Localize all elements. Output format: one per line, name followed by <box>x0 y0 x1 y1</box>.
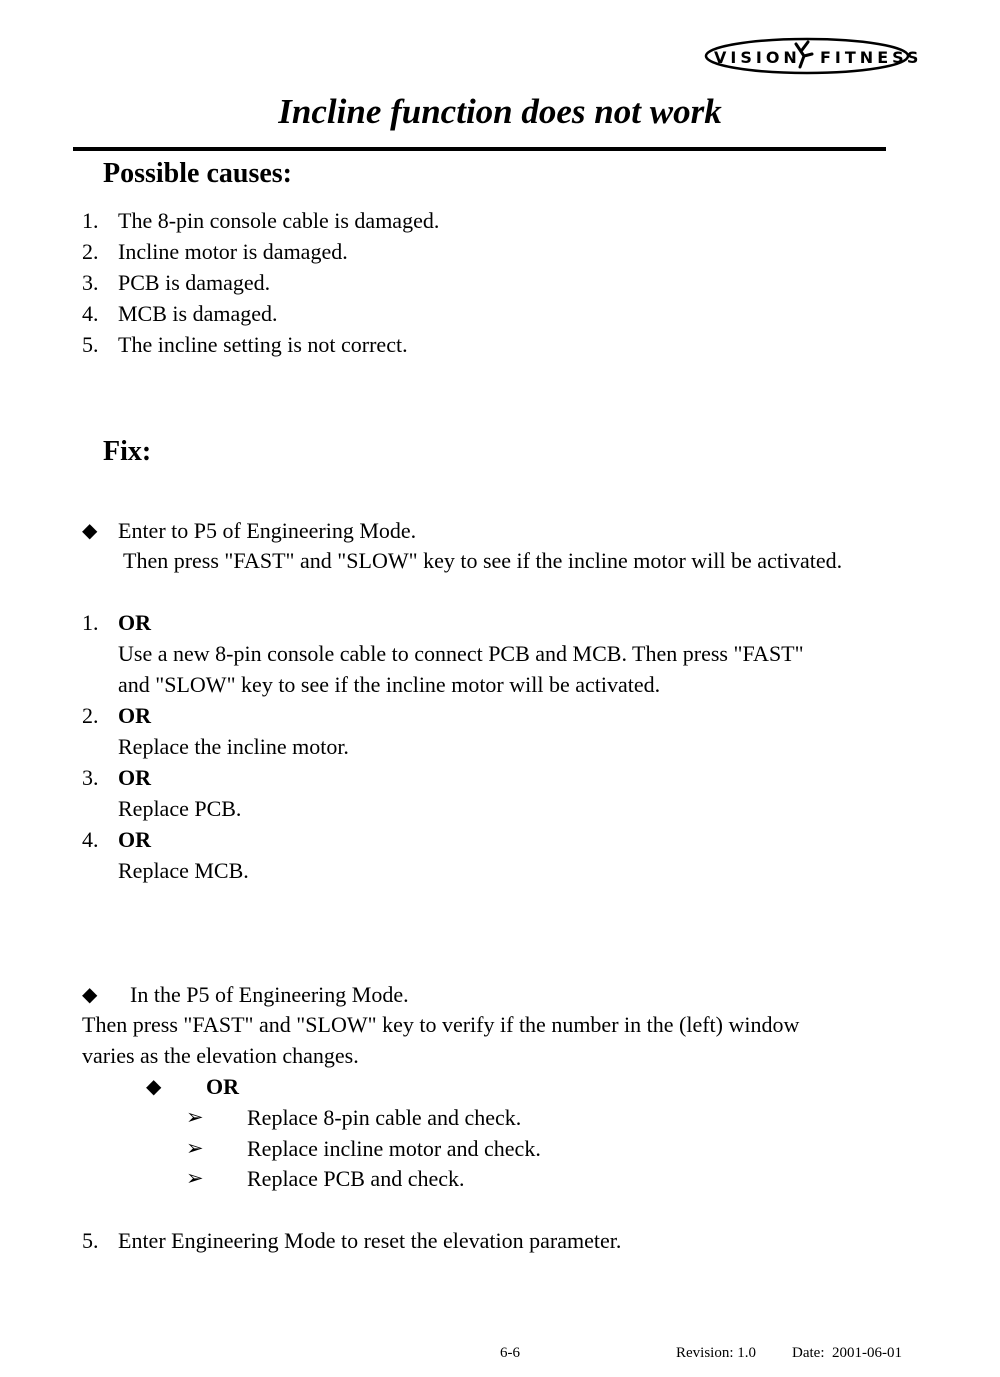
fix-bullet2-line2: Then press "FAST" and "SLOW" key to verify if the number in the (left) window <box>82 1012 800 1037</box>
date: Date: 2001-06-01 <box>792 1345 902 1361</box>
cause-text: MCB is damaged. <box>118 301 278 326</box>
sub-item-text: Replace PCB and check. <box>247 1166 465 1191</box>
cause-num: 3. <box>82 270 99 295</box>
fix-heading: Fix: <box>103 436 152 467</box>
diamond-bullet-icon: ◆ <box>82 520 98 542</box>
diamond-bullet-icon: ◆ <box>82 984 98 1006</box>
revision: Revision: 1.0 <box>676 1345 757 1361</box>
step-text: Use a new 8-pin console cable to connect PCB and MCB. Then press "FAST" <box>118 641 804 666</box>
bullet2-or: OR <box>206 1074 239 1099</box>
step-text: and "SLOW" key to see if the incline motor will be activated. <box>118 672 661 697</box>
page-number: 6-6 <box>500 1345 520 1361</box>
arrow-bullet-icon: ➢ <box>186 1136 204 1160</box>
final-step-num: 5. <box>82 1228 99 1253</box>
final-step-text: Enter Engineering Mode to reset the elevation parameter. <box>118 1228 622 1253</box>
cause-text: PCB is damaged. <box>118 270 271 295</box>
arrow-bullet-icon: ➢ <box>186 1166 204 1190</box>
fix-bullet1-line1: Enter to P5 of Engineering Mode. <box>118 518 417 543</box>
cause-num: 4. <box>82 301 99 326</box>
vision-fitness-logo <box>704 34 923 78</box>
sub-item-text: Replace 8-pin cable and check. <box>247 1105 522 1130</box>
causes-heading: Possible causes: <box>103 158 292 189</box>
fix-bullet2-line1: In the P5 of Engineering Mode. <box>130 982 409 1007</box>
arrow-bullet-icon: ➢ <box>186 1105 204 1129</box>
fix-bullet1-line2: Then press "FAST" and "SLOW" key to see if the incline motor will be activated. <box>123 548 843 573</box>
page-title: Incline function does not work <box>278 92 722 131</box>
step-or: OR <box>118 703 151 728</box>
step-num: 1. <box>82 610 99 635</box>
fix-bullet2-line3: varies as the elevation changes. <box>82 1043 359 1068</box>
step-or: OR <box>118 765 151 790</box>
cause-num: 1. <box>82 208 99 233</box>
cause-num: 5. <box>82 332 99 357</box>
step-text: Replace MCB. <box>118 858 249 883</box>
cause-text: Incline motor is damaged. <box>118 239 348 264</box>
sub-item-text: Replace incline motor and check. <box>247 1136 541 1161</box>
cause-text: The incline setting is not correct. <box>118 332 408 357</box>
title-rule <box>73 147 886 151</box>
step-text: Replace PCB. <box>118 796 242 821</box>
step-num: 2. <box>82 703 99 728</box>
step-or: OR <box>118 827 151 852</box>
cause-num: 2. <box>82 239 99 264</box>
logo-text-left: VISION <box>714 48 801 67</box>
step-or: OR <box>118 610 151 635</box>
cause-text: The 8-pin console cable is damaged. <box>118 208 440 233</box>
step-num: 3. <box>82 765 99 790</box>
logo-text-right: FITNESS <box>820 48 923 67</box>
step-text: Replace the incline motor. <box>118 734 349 759</box>
diamond-bullet-icon: ◆ <box>146 1076 162 1098</box>
step-num: 4. <box>82 827 99 852</box>
